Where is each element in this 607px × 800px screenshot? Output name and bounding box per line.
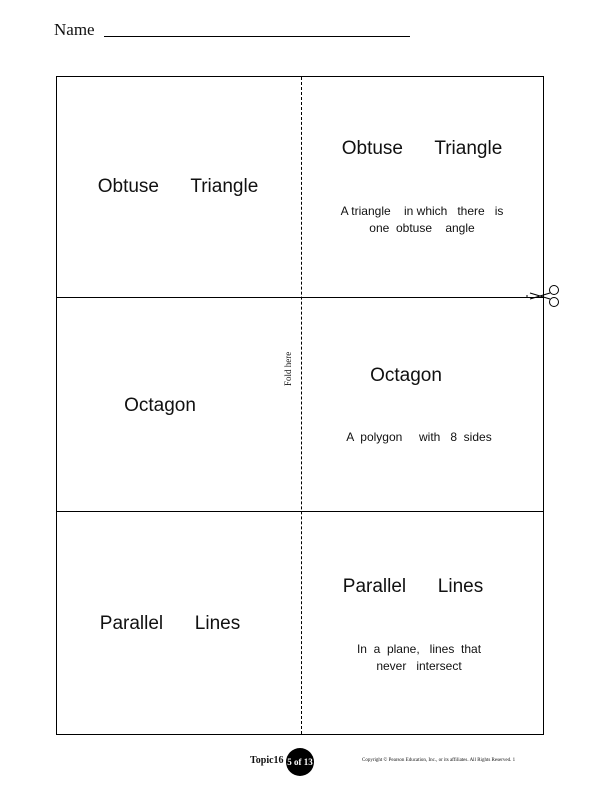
name-label: Name bbox=[54, 20, 95, 39]
card-back-term: Obtuse Triangle bbox=[341, 138, 503, 159]
card-front-term: Parallel Lines bbox=[99, 613, 241, 634]
card-front-term: Obtuse Triangle bbox=[97, 176, 259, 197]
copyright-text: Copyright © Pearson Education, Inc., or its affiliates. All Rights Reserved. 1 bbox=[362, 758, 516, 763]
card-back-term: Octagon bbox=[370, 365, 442, 386]
card-back-term: Parallel Lines bbox=[342, 576, 484, 597]
fold-here-label: Fold here bbox=[283, 351, 293, 386]
card-front-term: Octagon bbox=[124, 395, 196, 416]
scissors-icon bbox=[526, 283, 562, 309]
page-footer bbox=[0, 748, 607, 778]
fold-line bbox=[301, 77, 302, 734]
card-back-definition: A triangle in which there is one obtuse angle bbox=[340, 204, 504, 235]
card-back-definition: A polygon with 8 sides bbox=[346, 430, 492, 444]
cut-line bbox=[57, 511, 543, 512]
cut-line bbox=[57, 297, 543, 298]
page-number-badge: 5 of 13 bbox=[286, 748, 314, 776]
topic-label: Topic16 bbox=[250, 755, 284, 766]
name-line bbox=[104, 36, 410, 37]
card-back-definition: In a plane, lines that never intersect bbox=[356, 642, 482, 673]
